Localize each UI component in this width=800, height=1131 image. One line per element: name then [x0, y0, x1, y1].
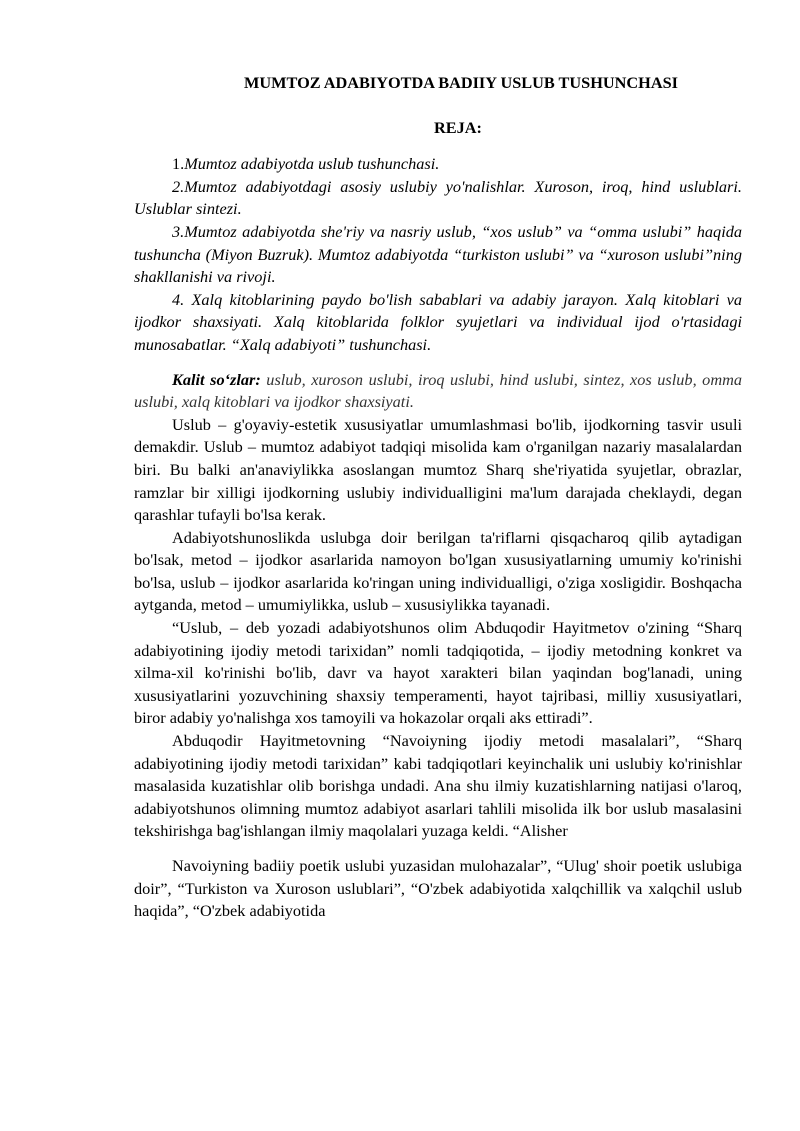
keywords-text: uslub, xuroson uslubi, iroq uslubi, hind uslubi, sintez, xos uslub, omma uslubi, xalq kitoblari va ijodkor shaxsiyati.: [134, 369, 742, 412]
body-paragraph: “Uslub, – deb yozadi adabiyotshunos olim Abduqodir Hayitmetov o'zining “Sharq adabiyotining ijodiy metodi tarixidan” nomli tadqiqotida, – ijodiy metodning konkret va xilma-xil ko'rinishi bo'lib, davr va hayot xarakteri bilan yaqindan bog'lanadi, uning xususiyatlarini yozuvchining shaxsiy temperamenti, hayot tajribasi, milliy xususiyatlari, biror adabiy yo'nalishga xos tamoyili va hokazolar orqali aks ettiradi”.: [134, 618, 742, 728]
plan-item-text: 2.Mumtoz adabiyotdagi asosiy uslubiy yo'nalishlar. Xuroson, iroq, hind uslublari. Uslublar sintezi.: [134, 176, 742, 219]
document-title: MUMTOZ ADABIYOTDA BADIIY USLUB TUSHUNCHASI: [244, 73, 678, 92]
plan-heading: REJA:: [434, 117, 482, 137]
keywords-paragraph: [134, 369, 742, 414]
plan-item-number: 1.: [172, 154, 185, 174]
body-paragraph: Uslub – g'oyaviy-estetik xususiyatlar umumlashmasi bo'lib, ijodkorning tasvir usuli demakdir. Uslub – mumtoz adabiyot tadqiqi misolida kam o'rganilgan nazariy masalalardan biri. Bu balki an'anaviylikka asoslangan mumtoz Sharq she'riyatida syujetlar, obrazlar, ramzlar bir xilligi ijodkorning uslubiy individualligini ma'lum darajada cheklaydi, degan qarashlar tufayli bo'lsa kerak.: [134, 414, 742, 525]
plan-item: [134, 221, 742, 289]
body-paragraph: Navoiyning badiiy poetik uslubi yuzasidan mulohazalar”, “Ulug' shoir poetik uslubiga doir”, “Turkiston va Xuroson uslublari”, “O'zbek adabiyotida xalqchillik va xalqchil uslub haqida”, “O'zbek adabiyotida: [134, 856, 742, 921]
plan-item: [134, 176, 742, 221]
body-paragraph: Adabiyotshunoslikda uslubga doir berilgan ta'riflarni qisqacharoq qilib aytadigan bo'lsak, metod – ijodkor asarlarida namoyon bo'lgan xususiyatlarning umumiy ko'rinishi bo'lsa, uslub – ijodkor asarlarida ko'ringan uning individualligi, o'ziga xosligidir. Boshqacha aytganda, metod – umumiylikka, uslub – xususiylikka tayanadi.: [134, 527, 742, 615]
plan-item-text: 3.Mumtoz adabiyotda she'riy va nasriy uslub, “xos uslub” va “omma uslubi” haqida tushuncha (Miyon Buzruk). Mumtoz adabiyotda “turkiston uslubi” va “xuroson uslubi”ning shakllanishi va rivoji.: [134, 221, 742, 287]
plan-item-text: Mumtoz adabiyotda uslub tushunchasi.: [184, 154, 440, 174]
plan-item: [134, 289, 742, 357]
keywords-label: Kalit so‘zlar:: [172, 369, 261, 389]
body-paragraph: Abduqodir Hayitmetovning “Navoiyning ijodiy metodi masalalari”, “Sharq adabiyotining ijodiy metodi tarixidan” kabi tadqiqotlari keyinchalik uni uslubiy ko'rinishlar masalasida kuzatishlar olib borishga undadi. Ana shu ilmiy kuzatishlarning natijasi o'laroq, adabiyotshunos olimning mumtoz adabiyot asarlari tahlili misolida ilk bor uslub masalasini tekshirishga bag'ishlangan ilmiy maqolalari yuzaga keldi. “Alisher: [134, 731, 742, 841]
plan-list: [134, 153, 742, 356]
document-page: [134, 72, 742, 923]
plan-item-text: 4. Xalq kitoblarining paydo bo'lish sabablari va adabiy jarayon. Xalq kitoblari va ijodkor shaxsiyati. Xalq kitoblarida folklor syujetlari va individual ijod o'rtasidagi munosabatlar. “Xalq adabiyoti” tushunchasi.: [134, 289, 742, 354]
plan-item: [134, 153, 742, 176]
document-body: [134, 414, 742, 923]
